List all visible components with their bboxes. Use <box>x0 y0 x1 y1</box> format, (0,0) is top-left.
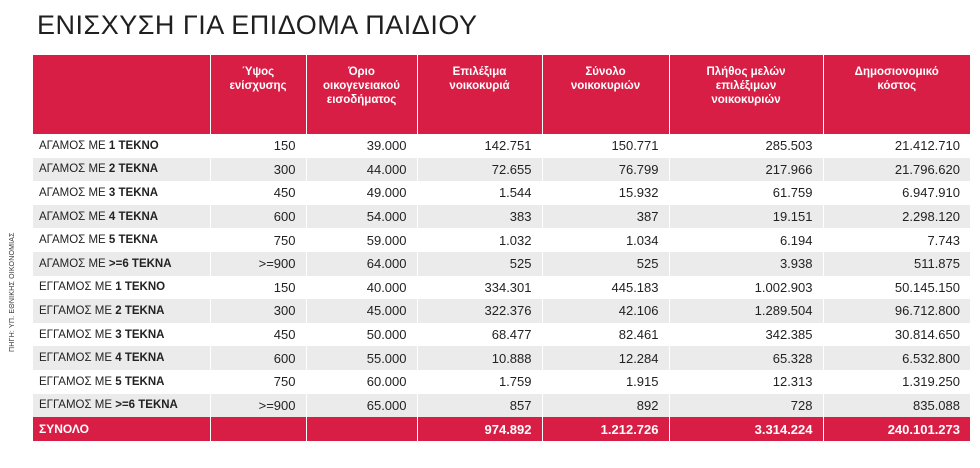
table-cell: 1.759 <box>417 370 542 394</box>
table-header-row <box>33 55 970 134</box>
row-label <box>33 394 210 418</box>
table-cell: 217.966 <box>669 158 823 182</box>
row-label-children: 1 ΤΕΚΝΟ <box>108 139 159 152</box>
row-label-children: 1 ΤΕΚΝΟ <box>115 281 166 294</box>
row-label-children: 4 ΤΕΚΝΑ <box>115 352 165 365</box>
table-row <box>33 299 970 323</box>
table-cell: 387 <box>542 205 669 229</box>
table-cell: 6.947.910 <box>823 181 970 205</box>
table-cell: 7.743 <box>823 228 970 252</box>
table-row <box>33 252 970 276</box>
total-cell: 3.314.224 <box>669 417 823 441</box>
header-amount: Ύψος ενίσχυσης <box>210 55 306 134</box>
header-category <box>33 55 210 134</box>
total-label: ΣΥΝΟΛΟ <box>33 417 210 441</box>
table-cell: 511.875 <box>823 252 970 276</box>
row-label-children: 2 ΤΕΚΝΑ <box>108 163 159 176</box>
table-cell: 383 <box>417 205 542 229</box>
total-cell: 1.212.726 <box>542 417 669 441</box>
table-cell: 96.712.800 <box>823 299 970 323</box>
table-cell: 750 <box>210 228 306 252</box>
table-cell: 12.284 <box>542 346 669 370</box>
table-row <box>33 370 970 394</box>
table-cell: 600 <box>210 346 306 370</box>
table-cell: 1.319.250 <box>823 370 970 394</box>
table-row <box>33 394 970 418</box>
table-row <box>33 181 970 205</box>
table-cell: 728 <box>669 394 823 418</box>
row-label-children: 5 ΤΕΚΝΑ <box>115 375 165 388</box>
row-label-children: 5 ΤΕΚΝΑ <box>108 234 159 247</box>
table-cell: 150.771 <box>542 134 669 158</box>
table-cell: 150 <box>210 276 306 300</box>
table-cell: 30.814.650 <box>823 323 970 347</box>
page-title: ΕΝΙΣΧΥΣΗ ΓΙΑ ΕΠΙΔΟΜΑ ΠΑΙΔΙΟΥ <box>37 10 478 40</box>
row-label <box>33 134 210 158</box>
table-cell: 285.503 <box>669 134 823 158</box>
table-cell: 21.796.620 <box>823 158 970 182</box>
row-label <box>33 228 210 252</box>
table-row <box>33 276 970 300</box>
table-cell: 525 <box>417 252 542 276</box>
table-row <box>33 228 970 252</box>
total-cell: 974.892 <box>417 417 542 441</box>
table-cell: 1.034 <box>542 228 669 252</box>
table-cell: 1.289.504 <box>669 299 823 323</box>
table-cell: 61.759 <box>669 181 823 205</box>
row-label-prefix: ΕΓΓΑΜΟΣ ΜΕ <box>39 281 116 294</box>
table-cell: 1.544 <box>417 181 542 205</box>
table-cell: 150 <box>210 134 306 158</box>
total-cell <box>210 417 306 441</box>
table-row <box>33 158 970 182</box>
table-cell: 15.932 <box>542 181 669 205</box>
table-cell: 64.000 <box>306 252 417 276</box>
row-label-prefix: ΑΓΑΜΟΣ ΜΕ <box>39 210 109 223</box>
table-row <box>33 346 970 370</box>
table-cell: 21.412.710 <box>823 134 970 158</box>
table-cell: 300 <box>210 158 306 182</box>
header-income-limit: Όριο οικογενειακού εισοδήματος <box>306 55 417 134</box>
table-cell: 68.477 <box>417 323 542 347</box>
row-label-prefix: ΑΓΑΜΟΣ ΜΕ <box>39 186 109 199</box>
table-cell: 835.088 <box>823 394 970 418</box>
table-cell: 10.888 <box>417 346 542 370</box>
header-eligible-households: Επιλέξιμα νοικοκυριά <box>417 55 542 134</box>
table-cell: 1.032 <box>417 228 542 252</box>
table-cell: 40.000 <box>306 276 417 300</box>
row-label-children: >=6 ΤΕΚΝΑ <box>108 257 172 270</box>
table-cell: 342.385 <box>669 323 823 347</box>
table-cell: 59.000 <box>306 228 417 252</box>
row-label <box>33 252 210 276</box>
row-label-children: 4 ΤΕΚΝΑ <box>108 210 159 223</box>
table-cell: 55.000 <box>306 346 417 370</box>
table-cell: 72.655 <box>417 158 542 182</box>
row-label-prefix: ΕΓΓΑΜΟΣ ΜΕ <box>39 399 116 412</box>
benefit-table <box>33 55 970 441</box>
row-label-children: 3 ΤΕΚΝΑ <box>108 186 159 199</box>
table-cell: 6.194 <box>669 228 823 252</box>
table-cell: 12.313 <box>669 370 823 394</box>
table-row <box>33 323 970 347</box>
table-cell: 39.000 <box>306 134 417 158</box>
row-label-prefix: ΕΓΓΑΜΟΣ ΜΕ <box>39 304 116 317</box>
table-cell: >=900 <box>210 252 306 276</box>
row-label-prefix: ΑΓΑΜΟΣ ΜΕ <box>39 139 109 152</box>
total-row <box>33 417 970 441</box>
row-label <box>33 158 210 182</box>
row-label <box>33 370 210 394</box>
table-cell: 750 <box>210 370 306 394</box>
table-cell: 49.000 <box>306 181 417 205</box>
table-cell: 65.000 <box>306 394 417 418</box>
table-cell: 2.298.120 <box>823 205 970 229</box>
table-row <box>33 134 970 158</box>
table-cell: >=900 <box>210 394 306 418</box>
row-label <box>33 346 210 370</box>
row-label <box>33 181 210 205</box>
row-label-prefix: ΑΓΑΜΟΣ ΜΕ <box>39 234 109 247</box>
table-cell: 857 <box>417 394 542 418</box>
row-label-prefix: ΕΓΓΑΜΟΣ ΜΕ <box>39 375 116 388</box>
table-cell: 45.000 <box>306 299 417 323</box>
table-row <box>33 205 970 229</box>
row-label-prefix: ΑΓΑΜΟΣ ΜΕ <box>39 163 109 176</box>
table-cell: 50.000 <box>306 323 417 347</box>
row-label-children: 2 ΤΕΚΝΑ <box>115 304 165 317</box>
table-cell: 50.145.150 <box>823 276 970 300</box>
source-credit: ΠΗΓΗ: ΥΠ. ΕΘΝΙΚΗΣ ΟΙΚΟΝΟΜΙΑΣ <box>9 232 16 352</box>
table-cell: 445.183 <box>542 276 669 300</box>
table-cell: 3.938 <box>669 252 823 276</box>
table-cell: 450 <box>210 323 306 347</box>
row-label <box>33 276 210 300</box>
table-cell: 44.000 <box>306 158 417 182</box>
row-label <box>33 205 210 229</box>
table-cell: 1.002.903 <box>669 276 823 300</box>
row-label-prefix: ΕΓΓΑΜΟΣ ΜΕ <box>39 352 116 365</box>
row-label-children: 3 ΤΕΚΝΑ <box>115 328 165 341</box>
table-cell: 892 <box>542 394 669 418</box>
header-eligible-members: Πλήθος μελών επιλέξιμων νοικοκυριών <box>669 55 823 134</box>
table-cell: 6.532.800 <box>823 346 970 370</box>
table-cell: 450 <box>210 181 306 205</box>
table-cell: 76.799 <box>542 158 669 182</box>
table-cell: 54.000 <box>306 205 417 229</box>
table-cell: 82.461 <box>542 323 669 347</box>
header-total-households: Σύνολο νοικοκυριών <box>542 55 669 134</box>
table-cell: 334.301 <box>417 276 542 300</box>
row-label <box>33 323 210 347</box>
table-cell: 525 <box>542 252 669 276</box>
table-cell: 42.106 <box>542 299 669 323</box>
row-label <box>33 299 210 323</box>
table-cell: 322.376 <box>417 299 542 323</box>
row-label-prefix: ΕΓΓΑΜΟΣ ΜΕ <box>39 328 116 341</box>
table-cell: 142.751 <box>417 134 542 158</box>
row-label-children: >=6 ΤΕΚΝΑ <box>115 399 178 412</box>
table-cell: 60.000 <box>306 370 417 394</box>
total-cell <box>306 417 417 441</box>
table-cell: 600 <box>210 205 306 229</box>
table-cell: 300 <box>210 299 306 323</box>
table-cell: 19.151 <box>669 205 823 229</box>
row-label-prefix: ΑΓΑΜΟΣ ΜΕ <box>39 257 109 270</box>
header-fiscal-cost: Δημοσιονομικό κόστος <box>823 55 970 134</box>
table-cell: 65.328 <box>669 346 823 370</box>
total-cell: 240.101.273 <box>823 417 970 441</box>
table-cell: 1.915 <box>542 370 669 394</box>
